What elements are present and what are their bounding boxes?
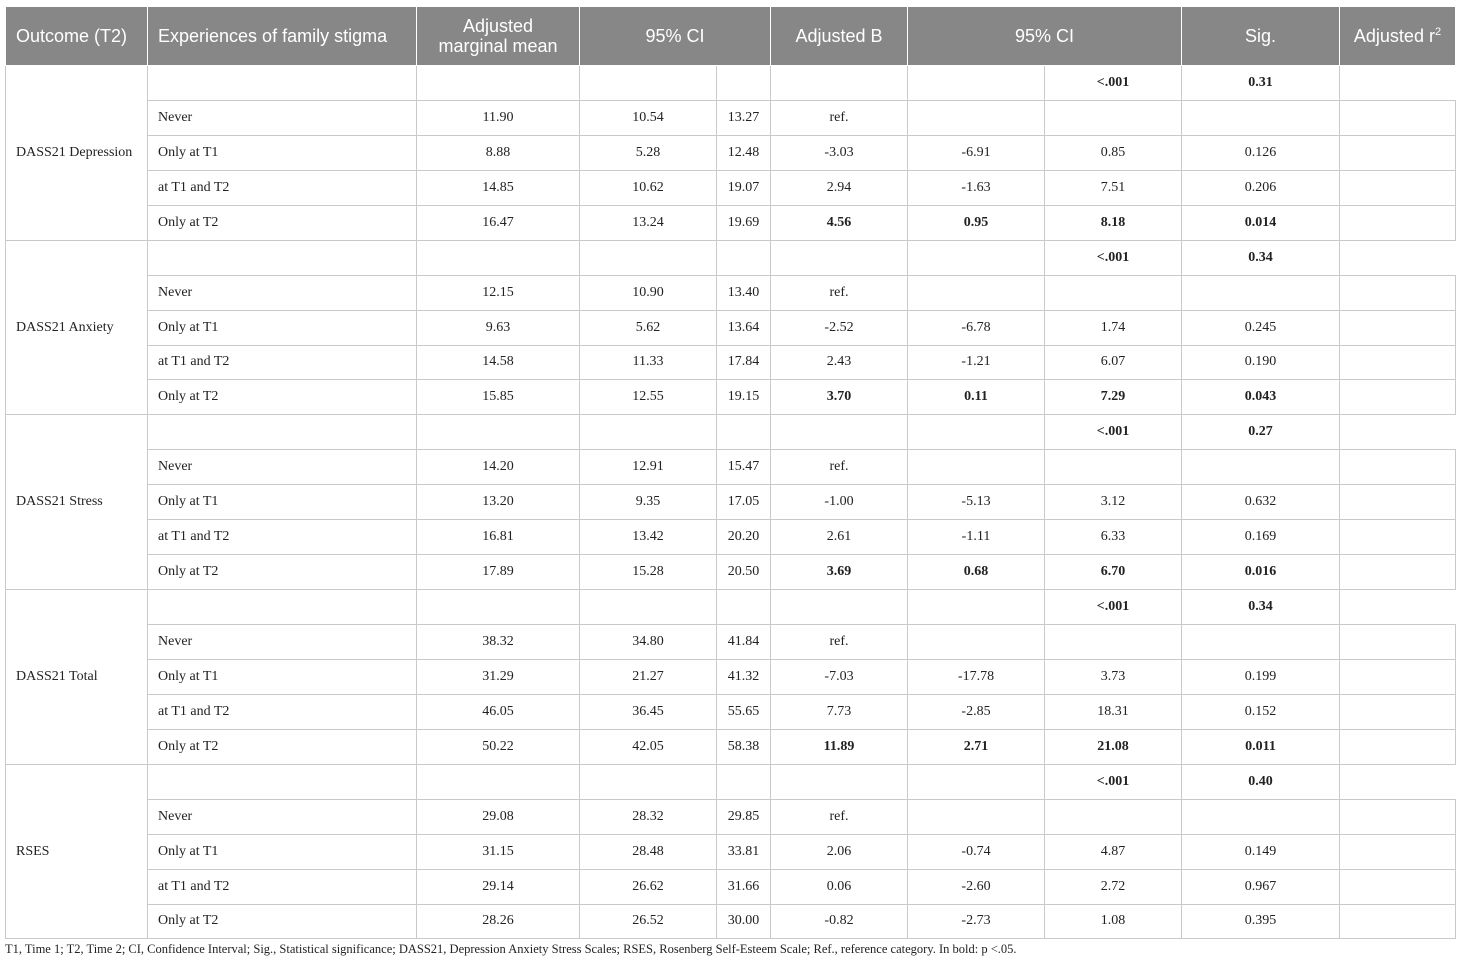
sig-cell: [1182, 799, 1340, 834]
table-row-summary: [6, 764, 1456, 799]
mean-cell: 28.26: [417, 904, 580, 939]
empty-cell: [908, 66, 1045, 101]
empty-cell: [771, 764, 908, 799]
mean-ci-low-cell: 36.45: [580, 694, 717, 729]
empty-cell: [717, 764, 771, 799]
b-ci-high-cell: 7.29: [1045, 380, 1182, 415]
r2-cell: [1340, 694, 1456, 729]
mean-ci-low-cell: 10.54: [580, 100, 717, 135]
table-row-summary: [6, 66, 1456, 101]
header-experiences: Experiences of family stigma: [148, 7, 417, 66]
mean-cell: 11.90: [417, 100, 580, 135]
table-footnote: T1, Time 1; T2, Time 2; CI, Confidence Interval; Sig., Statistical significance; DASS21, Depression Anxiety Stress Scales; RSES, Rosenberg Self-Esteem Scale; Ref., reference category. In bold: p <.05.: [5, 942, 1017, 956]
table-row: [6, 135, 1456, 170]
empty-cell: [148, 240, 417, 275]
mean-cell: 16.81: [417, 520, 580, 555]
b-ci-low-cell: [908, 275, 1045, 310]
category-cell: at T1 and T2: [148, 170, 417, 205]
mean-ci-high-cell: 20.20: [717, 520, 771, 555]
category-cell: Only at T2: [148, 729, 417, 764]
summary-r2-cell: 0.40: [1182, 764, 1340, 799]
sig-cell: 0.967: [1182, 869, 1340, 904]
b-ci-low-cell: -0.74: [908, 834, 1045, 869]
mean-cell: 31.29: [417, 659, 580, 694]
category-cell: at T1 and T2: [148, 345, 417, 380]
r2-cell: [1340, 869, 1456, 904]
mean-cell: 9.63: [417, 310, 580, 345]
adjusted-b-cell: ref.: [771, 100, 908, 135]
category-cell: Only at T2: [148, 555, 417, 590]
mean-ci-high-cell: 12.48: [717, 135, 771, 170]
r2-cell: [1340, 380, 1456, 415]
outcome-cell: DASS21 Stress: [6, 415, 148, 590]
mean-ci-high-cell: 17.84: [717, 345, 771, 380]
b-ci-high-cell: 18.31: [1045, 694, 1182, 729]
mean-cell: 29.08: [417, 799, 580, 834]
b-ci-high-cell: 1.08: [1045, 904, 1182, 939]
b-ci-high-cell: 2.72: [1045, 869, 1182, 904]
header-ci-mean: 95% CI: [580, 7, 771, 66]
b-ci-low-cell: -1.21: [908, 345, 1045, 380]
category-cell: Only at T2: [148, 380, 417, 415]
adjusted-b-cell: -3.03: [771, 135, 908, 170]
r2-cell: [1340, 555, 1456, 590]
adjusted-b-cell: 2.94: [771, 170, 908, 205]
b-ci-high-cell: [1045, 100, 1182, 135]
mean-ci-high-cell: 58.38: [717, 729, 771, 764]
mean-ci-high-cell: 13.40: [717, 275, 771, 310]
adjusted-b-cell: -0.82: [771, 904, 908, 939]
b-ci-low-cell: 2.71: [908, 729, 1045, 764]
mean-cell: 14.85: [417, 170, 580, 205]
empty-cell: [771, 240, 908, 275]
b-ci-high-cell: [1045, 275, 1182, 310]
summary-sig-cell: <.001: [1045, 66, 1182, 101]
category-cell: Only at T2: [148, 904, 417, 939]
mean-cell: 13.20: [417, 485, 580, 520]
adjusted-b-cell: -7.03: [771, 659, 908, 694]
sig-cell: [1182, 100, 1340, 135]
empty-cell: [908, 240, 1045, 275]
adjusted-b-cell: 2.06: [771, 834, 908, 869]
empty-cell: [148, 590, 417, 625]
sig-cell: [1182, 275, 1340, 310]
empty-cell: [717, 590, 771, 625]
r2-cell: [1340, 100, 1456, 135]
table-row: [6, 485, 1456, 520]
table-row: [6, 310, 1456, 345]
sig-cell: 0.126: [1182, 135, 1340, 170]
summary-r2-cell: 0.34: [1182, 590, 1340, 625]
mean-cell: 46.05: [417, 694, 580, 729]
table-row: [6, 869, 1456, 904]
sig-cell: 0.245: [1182, 310, 1340, 345]
empty-cell: [580, 415, 717, 450]
empty-cell: [580, 590, 717, 625]
empty-cell: [417, 240, 580, 275]
mean-ci-low-cell: 26.62: [580, 869, 717, 904]
table-row: [6, 834, 1456, 869]
mean-ci-low-cell: 34.80: [580, 625, 717, 660]
table-row: [6, 450, 1456, 485]
b-ci-high-cell: 6.33: [1045, 520, 1182, 555]
category-cell: Never: [148, 450, 417, 485]
table-row: [6, 170, 1456, 205]
b-ci-low-cell: [908, 799, 1045, 834]
mean-ci-high-cell: 13.27: [717, 100, 771, 135]
b-ci-high-cell: 21.08: [1045, 729, 1182, 764]
summary-r2-cell: 0.31: [1182, 66, 1340, 101]
sig-cell: 0.169: [1182, 520, 1340, 555]
table-row-summary: [6, 415, 1456, 450]
b-ci-low-cell: 0.68: [908, 555, 1045, 590]
b-ci-high-cell: 7.51: [1045, 170, 1182, 205]
table-row: [6, 380, 1456, 415]
empty-cell: [580, 764, 717, 799]
mean-cell: 14.58: [417, 345, 580, 380]
category-cell: Only at T1: [148, 135, 417, 170]
header-outcome: Outcome (T2): [6, 7, 148, 66]
b-ci-high-cell: 4.87: [1045, 834, 1182, 869]
empty-cell: [417, 764, 580, 799]
mean-ci-high-cell: 31.66: [717, 869, 771, 904]
mean-cell: 38.32: [417, 625, 580, 660]
b-ci-low-cell: 0.11: [908, 380, 1045, 415]
empty-cell: [580, 240, 717, 275]
category-cell: Only at T2: [148, 205, 417, 240]
outcome-cell: DASS21 Total: [6, 590, 148, 765]
b-ci-high-cell: [1045, 799, 1182, 834]
adjusted-b-cell: 3.70: [771, 380, 908, 415]
mean-ci-high-cell: 17.05: [717, 485, 771, 520]
mean-ci-high-cell: 29.85: [717, 799, 771, 834]
sig-cell: 0.149: [1182, 834, 1340, 869]
mean-ci-low-cell: 5.62: [580, 310, 717, 345]
summary-sig-cell: <.001: [1045, 590, 1182, 625]
sig-cell: 0.043: [1182, 380, 1340, 415]
category-cell: Only at T1: [148, 485, 417, 520]
table-row: [6, 205, 1456, 240]
b-ci-low-cell: [908, 100, 1045, 135]
table-row: [6, 345, 1456, 380]
b-ci-high-cell: 6.70: [1045, 555, 1182, 590]
b-ci-low-cell: [908, 450, 1045, 485]
b-ci-low-cell: -17.78: [908, 659, 1045, 694]
mean-ci-low-cell: 42.05: [580, 729, 717, 764]
category-cell: at T1 and T2: [148, 520, 417, 555]
adjusted-b-cell: 3.69: [771, 555, 908, 590]
mean-ci-low-cell: 26.52: [580, 904, 717, 939]
header-adjusted-r2-label: Adjusted r: [1353, 25, 1435, 46]
r2-cell: [1340, 310, 1456, 345]
mean-ci-high-cell: 15.47: [717, 450, 771, 485]
mean-ci-high-cell: 19.15: [717, 380, 771, 415]
sig-cell: 0.016: [1182, 555, 1340, 590]
table-row: [6, 659, 1456, 694]
adjusted-b-cell: ref.: [771, 450, 908, 485]
b-ci-high-cell: 8.18: [1045, 205, 1182, 240]
table-row: [6, 694, 1456, 729]
outcome-cell: DASS21 Anxiety: [6, 240, 148, 415]
mean-ci-low-cell: 9.35: [580, 485, 717, 520]
mean-cell: 16.47: [417, 205, 580, 240]
mean-ci-low-cell: 13.42: [580, 520, 717, 555]
empty-cell: [908, 415, 1045, 450]
adjusted-b-cell: ref.: [771, 799, 908, 834]
table-header: [6, 7, 1456, 66]
sig-cell: 0.632: [1182, 485, 1340, 520]
category-cell: Only at T1: [148, 659, 417, 694]
mean-ci-low-cell: 13.24: [580, 205, 717, 240]
adjusted-b-cell: -1.00: [771, 485, 908, 520]
category-cell: Only at T1: [148, 310, 417, 345]
table-row: [6, 625, 1456, 660]
empty-cell: [417, 66, 580, 101]
summary-r2-cell: 0.34: [1182, 240, 1340, 275]
category-cell: at T1 and T2: [148, 869, 417, 904]
header-ci-b: 95% CI: [908, 7, 1182, 66]
mean-cell: 50.22: [417, 729, 580, 764]
sig-cell: 0.395: [1182, 904, 1340, 939]
empty-cell: [717, 415, 771, 450]
r2-cell: [1340, 834, 1456, 869]
r2-cell: [1340, 275, 1456, 310]
sig-cell: 0.014: [1182, 205, 1340, 240]
mean-ci-high-cell: 55.65: [717, 694, 771, 729]
adjusted-b-cell: 2.61: [771, 520, 908, 555]
adjusted-b-cell: 7.73: [771, 694, 908, 729]
mean-ci-low-cell: 28.32: [580, 799, 717, 834]
empty-cell: [908, 764, 1045, 799]
mean-ci-low-cell: 5.28: [580, 135, 717, 170]
mean-ci-low-cell: 28.48: [580, 834, 717, 869]
r2-cell: [1340, 170, 1456, 205]
header-adjusted-r2: [1340, 7, 1456, 66]
b-ci-low-cell: -5.13: [908, 485, 1045, 520]
empty-cell: [717, 66, 771, 101]
header-adjusted-mean-line2: marginal mean: [438, 36, 558, 56]
b-ci-high-cell: [1045, 625, 1182, 660]
mean-ci-high-cell: 30.00: [717, 904, 771, 939]
mean-cell: 17.89: [417, 555, 580, 590]
r2-cell: [1340, 345, 1456, 380]
b-ci-low-cell: -2.60: [908, 869, 1045, 904]
table-row: [6, 520, 1456, 555]
b-ci-high-cell: 0.85: [1045, 135, 1182, 170]
sig-cell: 0.011: [1182, 729, 1340, 764]
r2-cell: [1340, 135, 1456, 170]
mean-ci-low-cell: 21.27: [580, 659, 717, 694]
mean-ci-high-cell: 19.69: [717, 205, 771, 240]
category-cell: at T1 and T2: [148, 694, 417, 729]
empty-cell: [148, 66, 417, 101]
mean-ci-high-cell: 41.32: [717, 659, 771, 694]
adjusted-b-cell: -2.52: [771, 310, 908, 345]
adjusted-b-cell: 0.06: [771, 869, 908, 904]
b-ci-low-cell: [908, 625, 1045, 660]
b-ci-low-cell: -6.91: [908, 135, 1045, 170]
b-ci-low-cell: 0.95: [908, 205, 1045, 240]
header-adjusted-b: Adjusted B: [771, 7, 908, 66]
b-ci-high-cell: [1045, 450, 1182, 485]
mean-cell: 15.85: [417, 380, 580, 415]
r2-cell: [1340, 799, 1456, 834]
sig-cell: 0.206: [1182, 170, 1340, 205]
mean-ci-low-cell: 15.28: [580, 555, 717, 590]
mean-ci-low-cell: 12.91: [580, 450, 717, 485]
b-ci-low-cell: -1.63: [908, 170, 1045, 205]
table-row: [6, 729, 1456, 764]
sig-cell: 0.152: [1182, 694, 1340, 729]
r2-cell: [1340, 450, 1456, 485]
summary-sig-cell: <.001: [1045, 240, 1182, 275]
mean-cell: 14.20: [417, 450, 580, 485]
header-adjusted-r2-sup: 2: [1434, 25, 1442, 38]
header-adjusted-mean: [417, 7, 580, 66]
adjusted-b-cell: 11.89: [771, 729, 908, 764]
empty-cell: [580, 66, 717, 101]
r2-cell: [1340, 520, 1456, 555]
mean-cell: 29.14: [417, 869, 580, 904]
b-ci-low-cell: -2.85: [908, 694, 1045, 729]
outcome-cell: RSES: [6, 764, 148, 939]
b-ci-low-cell: -1.11: [908, 520, 1045, 555]
category-cell: Never: [148, 625, 417, 660]
mean-ci-low-cell: 10.90: [580, 275, 717, 310]
mean-ci-low-cell: 11.33: [580, 345, 717, 380]
mean-cell: 12.15: [417, 275, 580, 310]
table-body: [6, 66, 1456, 939]
table-row-summary: [6, 240, 1456, 275]
r2-cell: [1340, 625, 1456, 660]
r2-cell: [1340, 659, 1456, 694]
empty-cell: [771, 590, 908, 625]
mean-ci-high-cell: 19.07: [717, 170, 771, 205]
results-table: [5, 6, 1456, 939]
b-ci-low-cell: -6.78: [908, 310, 1045, 345]
empty-cell: [148, 764, 417, 799]
table-row: [6, 555, 1456, 590]
table-row: [6, 275, 1456, 310]
adjusted-b-cell: 2.43: [771, 345, 908, 380]
header-sig: Sig.: [1182, 7, 1340, 66]
category-cell: Never: [148, 100, 417, 135]
category-cell: Never: [148, 799, 417, 834]
mean-cell: 8.88: [417, 135, 580, 170]
r2-cell: [1340, 904, 1456, 939]
empty-cell: [417, 590, 580, 625]
category-cell: Only at T1: [148, 834, 417, 869]
mean-ci-high-cell: 20.50: [717, 555, 771, 590]
table-row: [6, 904, 1456, 939]
mean-cell: 31.15: [417, 834, 580, 869]
adjusted-b-cell: ref.: [771, 275, 908, 310]
mean-ci-low-cell: 12.55: [580, 380, 717, 415]
table-row-summary: [6, 590, 1456, 625]
table-row: [6, 100, 1456, 135]
adjusted-b-cell: ref.: [771, 625, 908, 660]
b-ci-high-cell: 1.74: [1045, 310, 1182, 345]
outcome-cell: DASS21 Depression: [6, 66, 148, 241]
mean-ci-low-cell: 10.62: [580, 170, 717, 205]
mean-ci-high-cell: 13.64: [717, 310, 771, 345]
mean-ci-high-cell: 41.84: [717, 625, 771, 660]
r2-cell: [1340, 729, 1456, 764]
empty-cell: [771, 66, 908, 101]
sig-cell: 0.199: [1182, 659, 1340, 694]
sig-cell: [1182, 450, 1340, 485]
r2-cell: [1340, 205, 1456, 240]
empty-cell: [417, 415, 580, 450]
sig-cell: [1182, 625, 1340, 660]
b-ci-high-cell: 3.12: [1045, 485, 1182, 520]
empty-cell: [908, 590, 1045, 625]
category-cell: Never: [148, 275, 417, 310]
header-adjusted-mean-line1: Adjusted: [462, 16, 534, 36]
b-ci-high-cell: 6.07: [1045, 345, 1182, 380]
summary-r2-cell: 0.27: [1182, 415, 1340, 450]
table-row: [6, 799, 1456, 834]
empty-cell: [717, 240, 771, 275]
r2-cell: [1340, 485, 1456, 520]
b-ci-low-cell: -2.73: [908, 904, 1045, 939]
summary-sig-cell: <.001: [1045, 415, 1182, 450]
sig-cell: 0.190: [1182, 345, 1340, 380]
mean-ci-high-cell: 33.81: [717, 834, 771, 869]
summary-sig-cell: <.001: [1045, 764, 1182, 799]
empty-cell: [771, 415, 908, 450]
b-ci-high-cell: 3.73: [1045, 659, 1182, 694]
empty-cell: [148, 415, 417, 450]
adjusted-b-cell: 4.56: [771, 205, 908, 240]
